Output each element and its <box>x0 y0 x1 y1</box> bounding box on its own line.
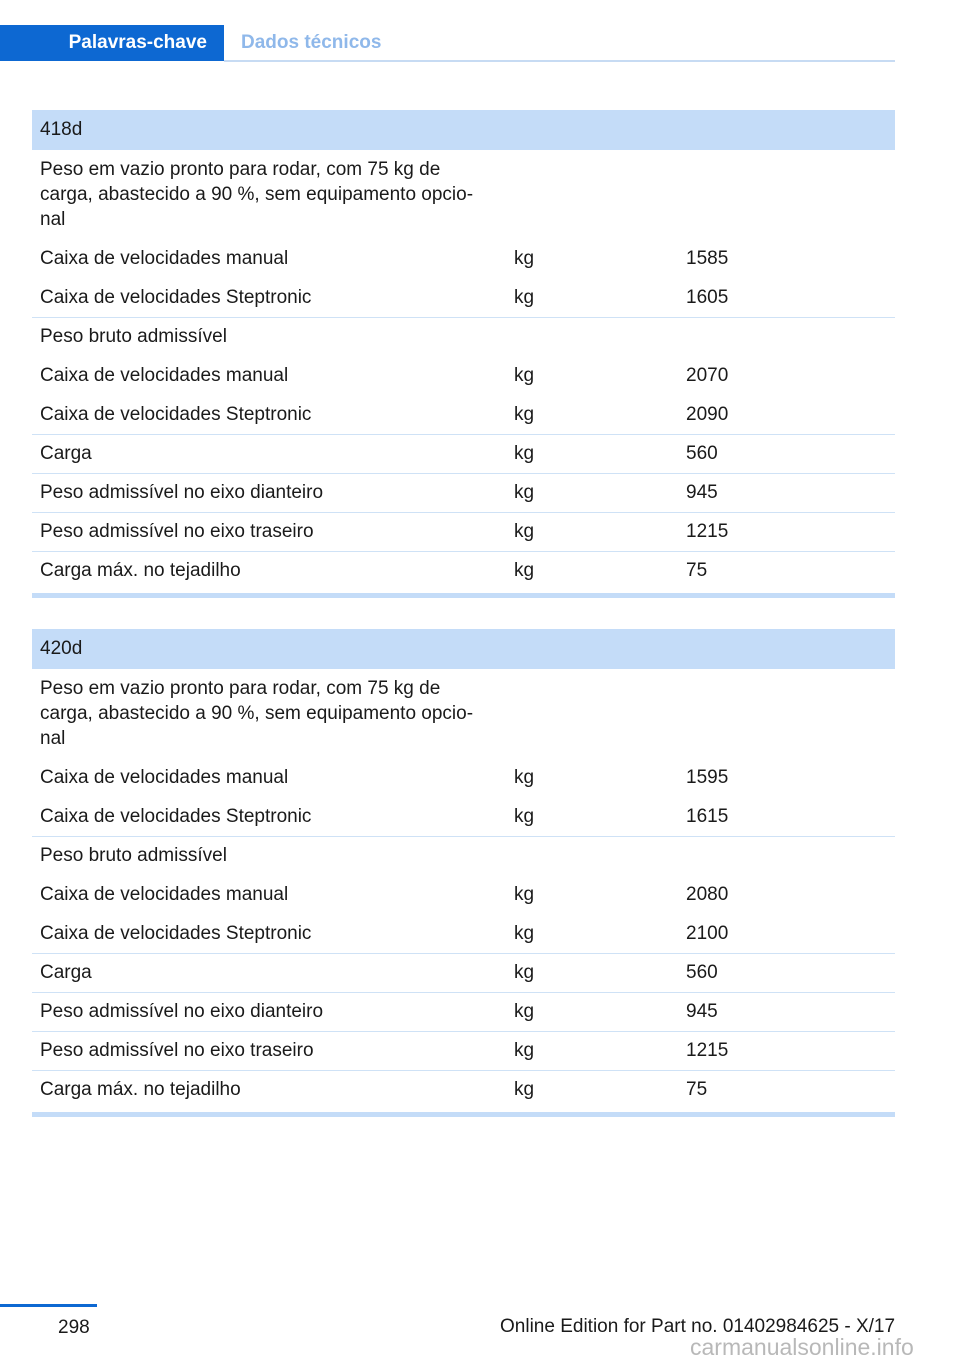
footer-rule <box>0 1304 97 1307</box>
row-unit: kg <box>514 1079 535 1100</box>
page-number: 298 <box>58 1317 90 1338</box>
table-bottom-rule <box>32 1112 895 1117</box>
row-unit: kg <box>514 1001 535 1022</box>
row-label: Peso admissível no eixo dianteiro <box>40 482 324 503</box>
row-value: 1215 <box>686 1040 729 1061</box>
page-header <box>0 0 960 62</box>
row-value: 560 <box>686 443 718 464</box>
table-row <box>32 914 895 953</box>
row-unit: kg <box>514 403 535 425</box>
row-label: Peso em vazio pronto para rodar, com 75 kg de carga, abastecido a 90 %, sem equipamento opcio-nal <box>40 159 474 230</box>
row-value: 2100 <box>686 922 729 944</box>
table-row <box>32 1070 895 1109</box>
table-model-header <box>32 110 895 150</box>
header-divider <box>224 60 895 62</box>
row-label: Caixa de velocidades manual <box>40 883 289 905</box>
gross-weight-heading <box>32 317 895 356</box>
row-value: 75 <box>686 1079 708 1100</box>
table-bottom-rule <box>32 593 895 598</box>
row-value: 1605 <box>686 286 729 308</box>
row-value: 560 <box>686 962 718 983</box>
row-label: Caixa de velocidades Steptronic <box>40 403 312 425</box>
row-unit: kg <box>514 883 535 905</box>
row-value: 1585 <box>686 247 729 269</box>
gross-weight-heading <box>32 836 895 875</box>
row-label: Peso bruto admissível <box>40 326 227 347</box>
row-label: Caixa de velocidades manual <box>40 766 289 788</box>
table-row <box>32 434 895 473</box>
row-value: 75 <box>686 560 708 581</box>
row-unit: kg <box>514 1040 535 1061</box>
row-label: Peso admissível no eixo traseiro <box>40 521 314 542</box>
row-label: Carga máx. no tejadilho <box>40 1079 241 1100</box>
row-label: Peso em vazio pronto para rodar, com 75 kg de carga, abastecido a 90 %, sem equipamento opcio-nal <box>40 678 474 749</box>
table-row <box>32 875 895 914</box>
row-unit: kg <box>514 805 535 827</box>
row-unit: kg <box>514 560 535 581</box>
row-unit: kg <box>514 521 535 542</box>
table-row <box>32 395 895 434</box>
spec-table-420d <box>32 629 895 1117</box>
row-value: 1615 <box>686 805 729 827</box>
model-name: 420d <box>40 638 83 659</box>
edition-note: Online Edition for Part no. 01402984625 - X/17 <box>500 1316 896 1337</box>
row-unit: kg <box>514 247 535 269</box>
row-label: Carga <box>40 443 92 464</box>
tab-palavras-chave[interactable]: Palavras-chave <box>0 25 224 61</box>
table-row <box>32 512 895 551</box>
row-label: Peso bruto admissível <box>40 845 227 866</box>
row-label: Caixa de velocidades manual <box>40 364 289 386</box>
row-value: 945 <box>686 1001 718 1022</box>
curb-weight-heading <box>32 150 895 239</box>
row-label: Caixa de velocidades manual <box>40 247 289 269</box>
table-model-header <box>32 629 895 669</box>
tab-dados-tecnicos[interactable]: Dados técnicos <box>241 32 382 53</box>
row-unit: kg <box>514 922 535 944</box>
watermark: carmanualsonline.info <box>690 1334 914 1360</box>
row-value: 2080 <box>686 883 729 905</box>
curb-weight-heading <box>32 669 895 758</box>
row-unit: kg <box>514 364 535 386</box>
table-row <box>32 992 895 1031</box>
row-value: 1595 <box>686 766 729 788</box>
row-label: Peso admissível no eixo dianteiro <box>40 1001 324 1022</box>
row-value: 1215 <box>686 521 729 542</box>
row-label: Caixa de velocidades Steptronic <box>40 805 312 827</box>
table-row <box>32 797 895 836</box>
row-value: 2090 <box>686 403 729 425</box>
row-label: Carga máx. no tejadilho <box>40 560 241 581</box>
row-label: Caixa de velocidades Steptronic <box>40 922 312 944</box>
table-row <box>32 953 895 992</box>
table-row <box>32 551 895 590</box>
row-unit: kg <box>514 766 535 788</box>
table-row <box>32 239 895 278</box>
table-row <box>32 758 895 797</box>
row-unit: kg <box>514 482 535 503</box>
row-label: Caixa de velocidades Steptronic <box>40 286 312 308</box>
spec-table-418d <box>32 110 895 598</box>
row-value: 945 <box>686 482 718 503</box>
table-row <box>32 356 895 395</box>
row-unit: kg <box>514 443 535 464</box>
table-row <box>32 473 895 512</box>
table-row <box>32 278 895 317</box>
row-label: Carga <box>40 962 92 983</box>
row-label: Peso admissível no eixo traseiro <box>40 1040 314 1061</box>
row-unit: kg <box>514 286 535 308</box>
row-value: 2070 <box>686 364 729 386</box>
model-name: 418d <box>40 119 83 140</box>
row-unit: kg <box>514 962 535 983</box>
table-row <box>32 1031 895 1070</box>
